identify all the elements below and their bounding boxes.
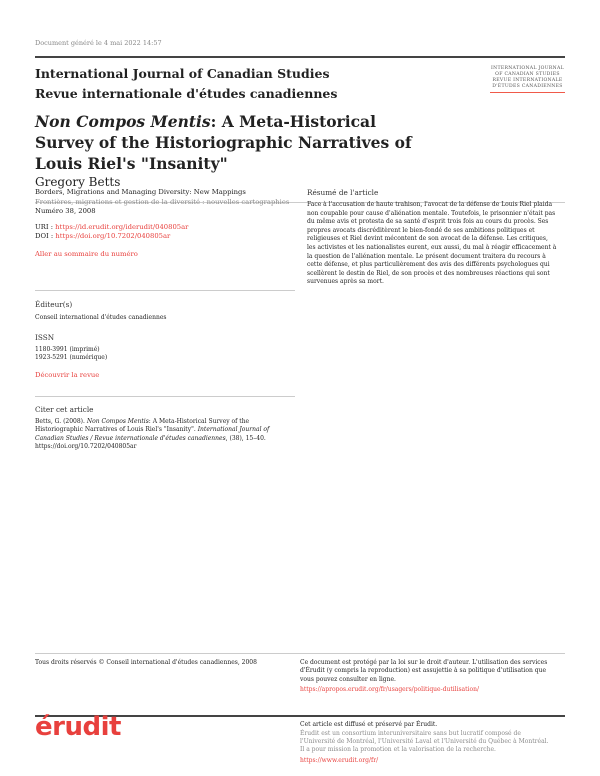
erudit-logo: érudit [35, 712, 121, 742]
erudit-info [300, 720, 550, 765]
abstract-text: Face à l'accusation de haute trahison, l'avocat de la défense de Louis Riel plaida non coupable pour cause d'aliénation mentale. Toutefois, le prisonnier n'était pas du même avis et protesta de sa santé d'esprit trois fois au cours du procès. Ses propres avocats discréditèrent le bien-fondé de ses ambitions politiques et religieuses et Riel devint mécontent de son avocat de la défense. Les critiques, les activistes et les nationalistes eurent, eux aussi, du mal à réagir efficacement à la question de l'aliénation mentale. Le présent document traitera du recours à cette défense, et plus particulièrement des avis des différents psychologues qui scellèrent le destin de Riel, de son procès et des nombreuses réactions qui sont survenues après sa mort. [307, 201, 557, 286]
cite-italic: Non Compos Mentis [86, 418, 149, 425]
issue-number: Numéro 38, 2008 [35, 207, 96, 215]
citation [35, 405, 290, 452]
cite-journal: International Journal of Canadian Studies / Revue internationale d'études canadiennes [35, 426, 270, 442]
abstract-heading: Résumé de l'article [307, 188, 379, 197]
uri-line [35, 223, 300, 233]
theme-fr: Frontières, migrations et gestion de la diversité : nouvelles cartographies [35, 197, 290, 206]
rights-text: Tous droits réservés © Conseil international d'études canadiennes, 2008 [35, 659, 257, 666]
journal-logo [490, 66, 565, 93]
uri-label: URI : [35, 222, 56, 231]
logo-line: D'ÉTUDES CANADIENNES [492, 84, 563, 89]
about-text: Érudit est un consortium interuniversitaire sans but lucratif composé de l'Université de Montréal, l'Université Laval et l'Université du Québec à Montréal. Il a pour mission la promotion et la valorisation de la recherche. [300, 729, 549, 754]
logo-line: OF CANADIAN STUDIES [495, 72, 560, 77]
journal-title-fr: Revue internationale d'études canadiennes [35, 86, 338, 101]
journal-link[interactable]: Découvrir la revue [35, 370, 100, 379]
issue-info [35, 188, 300, 259]
issn-heading: ISSN [35, 332, 55, 342]
cite-post: , (38), 15–40. https://doi.org/10.7202/040805ar [35, 434, 266, 451]
toc-link[interactable]: Aller au sommaire du numéro [35, 249, 138, 258]
cite-heading: Citer cet article [35, 405, 94, 414]
abstract [307, 188, 557, 287]
divider [35, 653, 565, 654]
copyright-notice [300, 659, 550, 695]
doi-link[interactable]: https://doi.org/10.7202/040805ar [55, 232, 171, 240]
erudit-site-link[interactable]: https://www.erudit.org/fr/ [300, 756, 379, 764]
doi-line [35, 232, 300, 242]
diffusion-text: Cet article est diffusé et préservé par Érudit. [300, 721, 438, 728]
author: Gregory Betts [35, 175, 121, 189]
top-rule [35, 56, 565, 58]
cite-pre: Betts, G. (2008). [35, 418, 87, 425]
divider [35, 396, 295, 397]
logo-line: INTERNATIONAL JOURNAL [491, 66, 564, 71]
journal-title [35, 64, 337, 104]
title-italic: Non Compos Mentis [35, 112, 211, 131]
cite-mid: : A Meta-Historical Survey of the Historiographic Narratives of Louis Riel's "Insanity". [35, 418, 250, 434]
publisher-heading: Éditeur(s) [35, 300, 73, 309]
title-rest: : A Meta-Historical Survey of the Historiographic Narratives of Louis Riel's "Insanity" [35, 112, 412, 173]
publisher-name: Conseil international d'études canadiennes [35, 314, 167, 321]
policy-link[interactable]: https://apropos.erudit.org/fr/usagers/politique-dutilisation/ [300, 686, 479, 694]
doi-label: DOI : [35, 232, 56, 240]
theme-en: Borders, Migrations and Managing Diversity: New Mappings [35, 188, 246, 196]
issn-digital: 1923-5291 (numérique) [35, 354, 108, 361]
generated-date: Document généré le 4 mai 2022 14:57 [35, 39, 162, 47]
publisher-info [35, 300, 300, 380]
logo-line: REVUE INTERNATIONALE [492, 78, 563, 83]
uri-link[interactable]: https://id.erudit.org/iderudit/040805ar [55, 222, 189, 231]
journal-title-en: International Journal of Canadian Studies [35, 66, 330, 81]
copyright-text: Ce document est protégé par la loi sur le droit d'auteur. L'utilisation des services d'Érudit (y compris la reproduction) est assujettie à sa politique d'utilisation que vous pouvez consulter en ligne. [300, 659, 548, 683]
divider [35, 290, 295, 291]
article-title [35, 111, 435, 174]
citation-text [35, 418, 290, 452]
issn-print: 1180-3991 (imprimé) [35, 345, 100, 353]
